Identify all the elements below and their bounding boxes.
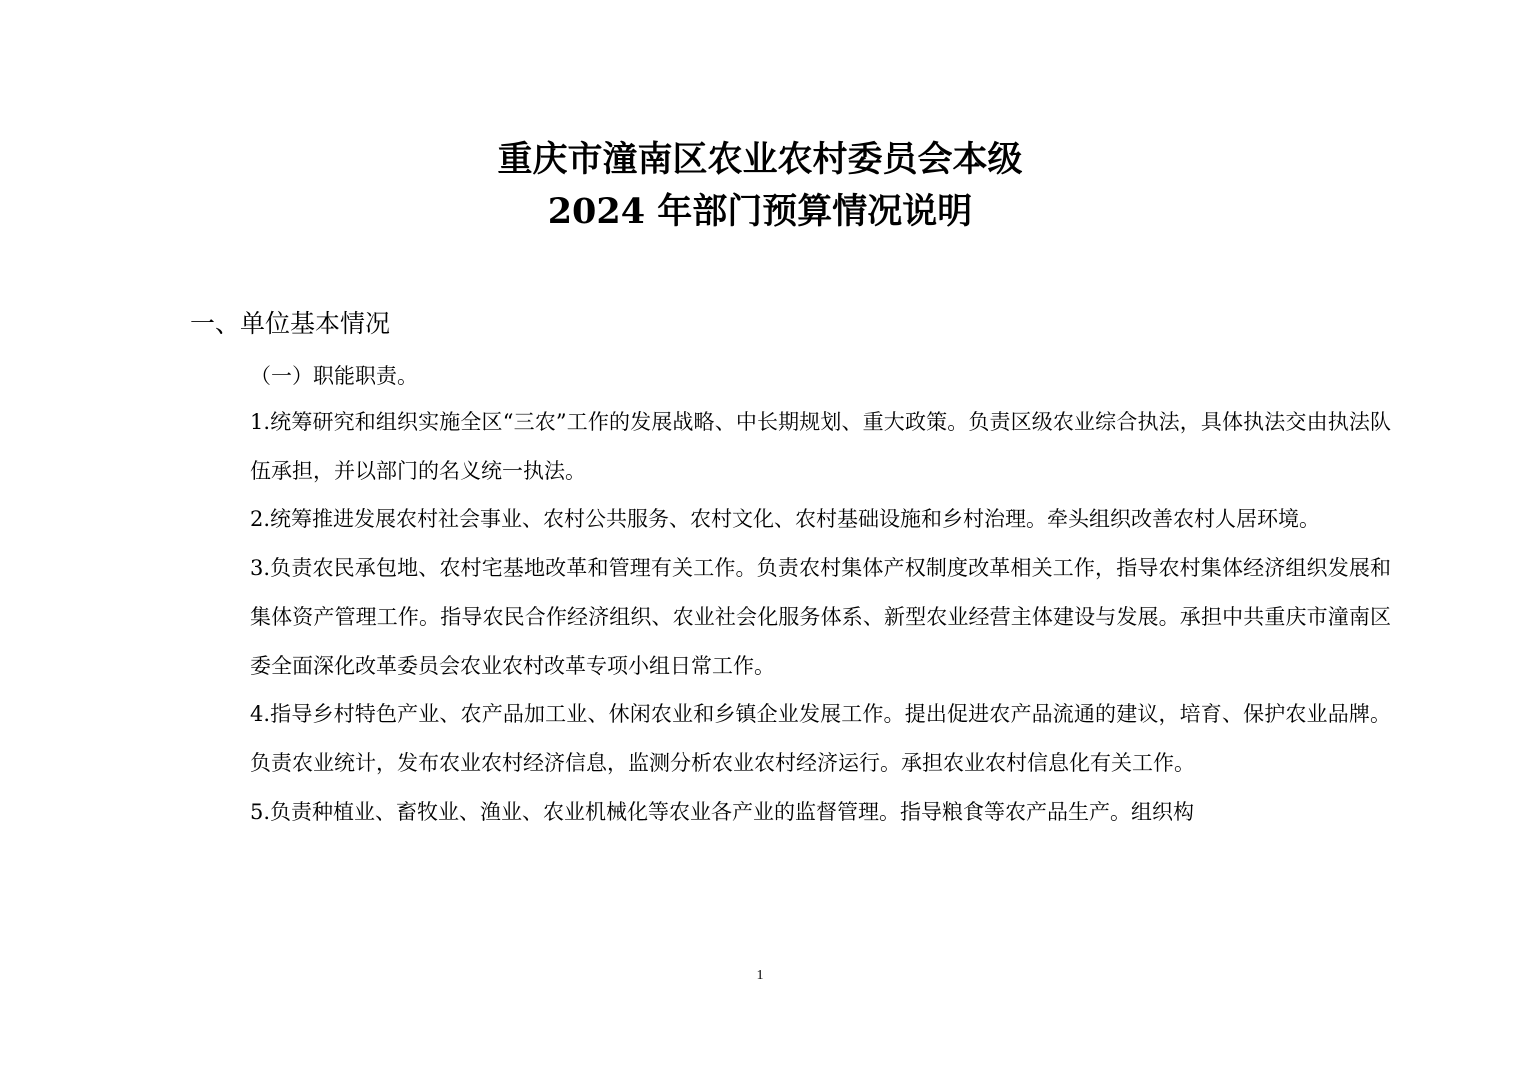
paragraph-3: 3.负责农民承包地、农村宅基地改革和管理有关工作。负责农村集体产权制度改革相关工作，指导农村集体经济组织发展和集体资产管理工作。指导农民合作经济组织、农业社会化服务体系、新型农业经营主体建设与发展。承担中共重庆市潼南区委全面深化改革委员会农业农村改革专项小组日常工作。: [250, 556, 1391, 678]
document-title-line-2: 2024 年部门预算情况说明: [547, 191, 973, 232]
section-heading: 一、单位基本情况: [190, 309, 391, 338]
paragraph-1: 1.统筹研究和组织实施全区“三农”工作的发展战略、中长期规划、重大政策。负责区级农业综合执法，具体执法交由执法队伍承担，并以部门的名义统一执法。: [250, 410, 1391, 483]
paragraph-4: 4.指导乡村特色产业、农产品加工业、休闲农业和乡镇企业发展工作。提出促进农产品流通的建议，培育、保护农业品牌。负责农业统计，发布农业农村经济信息，监测分析农业农村经济运行。承担农业农村信息化有关工作。: [250, 702, 1391, 775]
paragraph-2: 2.统筹推进发展农村社会事业、农村公共服务、农村文化、农村基础设施和乡村治理。牵头组织改善农村人居环境。: [250, 507, 1321, 532]
document-title-line-1: 重庆市潼南区农业农村委员会本级: [497, 139, 1023, 180]
subsection-heading: （一）职能职责。: [250, 364, 418, 388]
page-number: 1: [756, 968, 764, 983]
paragraph-5: 5.负责种植业、畜牧业、渔业、农业机械化等农业各产业的监督管理。指导粮食等农产品生产。组织构: [250, 799, 1195, 824]
body-paragraphs: [250, 398, 1391, 836]
